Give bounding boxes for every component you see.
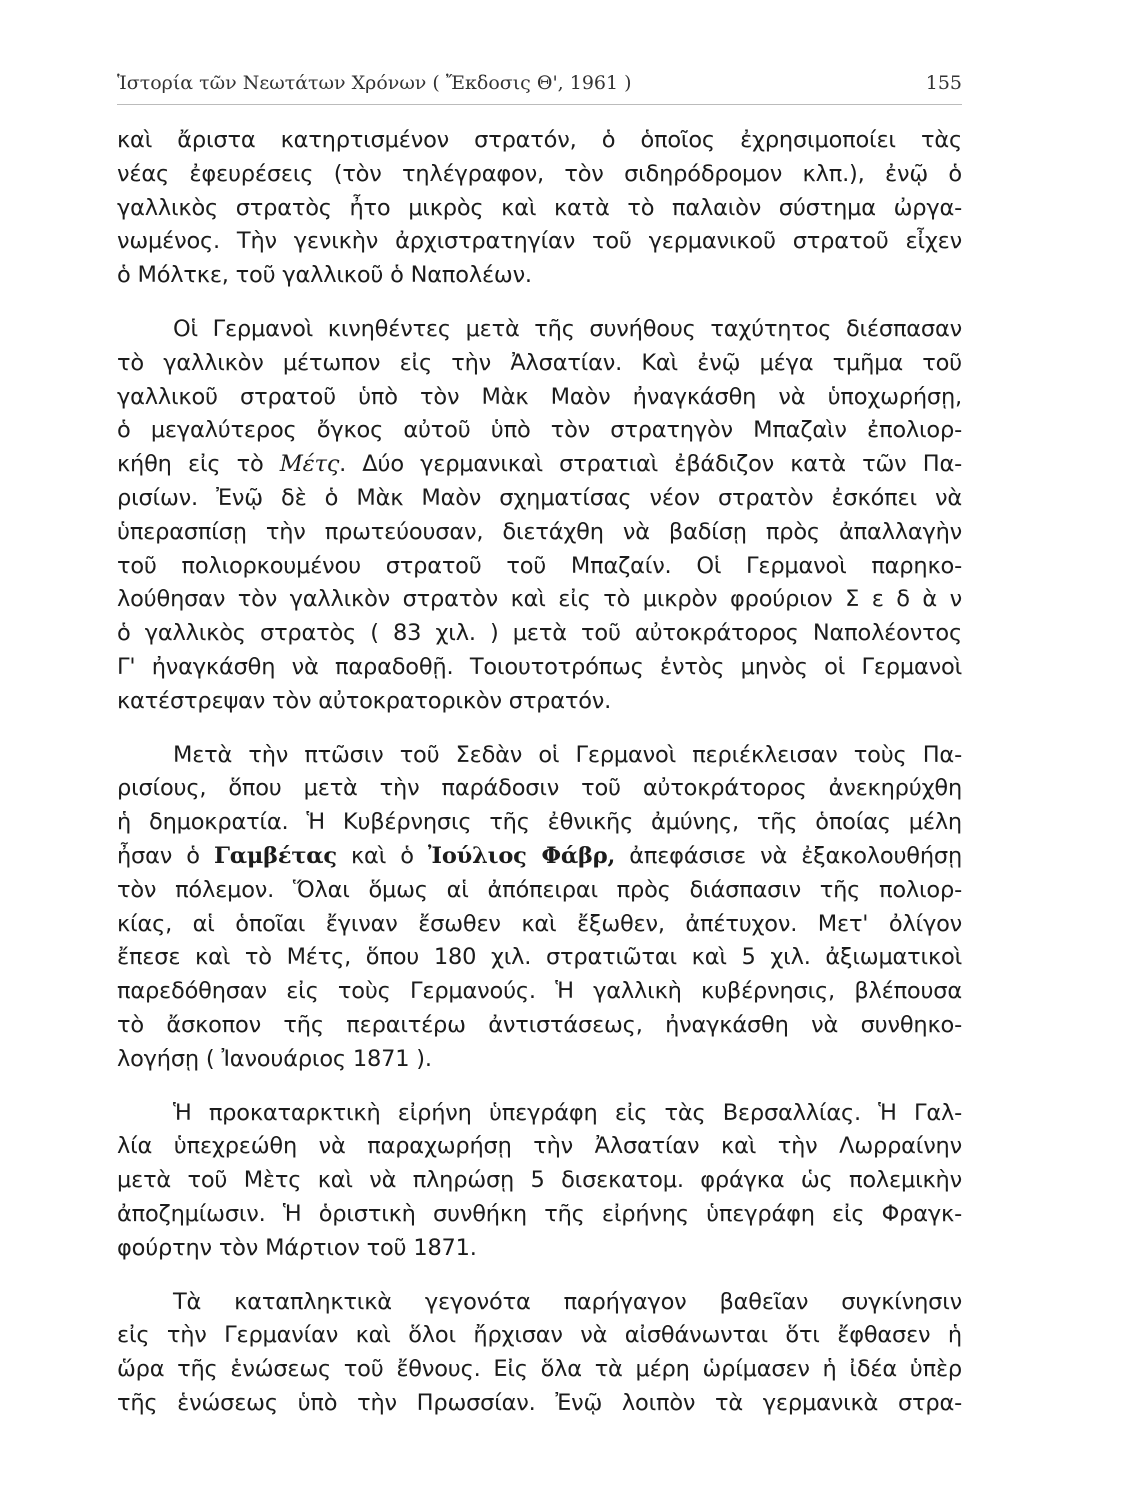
text-line: τὸν πόλεμον. Ὅλαι ὅμως αἱ ἀπόπειραι πρὸς διάσπασιν τῆς πολιορ-	[117, 876, 962, 903]
text-segment: κήθη εἰς τὸ	[117, 451, 280, 478]
text-line: λία ὑπεχρεώθη νὰ παραχωρήσῃ τὴν Ἀλσατίαν καὶ τὴν Λωρραίνην	[117, 1133, 962, 1160]
text-line: κατέστρεψαν τὸν αὐτοκρατορικὸν στρατόν.	[117, 687, 612, 714]
text-line: τὸ ἄσκοπον τῆς περαιτέρω ἀντιστάσεως, ἠναγκάσθη νὰ συνθηκο-	[117, 1011, 962, 1038]
text-segment: . Δύο γερμανικαὶ στρατιαὶ ἐβάδιζον κατὰ τῶν Πα-	[339, 451, 962, 478]
text-line: λογήσῃ ( Ἰανουάριος 1871 ).	[117, 1045, 432, 1072]
text-line: Οἱ Γερμανοὶ κινηθέντες μετὰ τῆς συνήθους ταχύτητος διέσπασαν	[173, 315, 962, 342]
text-line: γαλλικοῦ στρατοῦ ὑπὸ τὸν Μὰκ Μαὸν ἠναγκάσθη νὰ ὑποχωρήσῃ,	[117, 383, 962, 410]
text-line: ρισίων. Ἐνῷ δὲ ὁ Μὰκ Μαὸν σχηματίσας νέον στρατὸν ἐσκόπει νὰ	[117, 484, 962, 511]
paragraph	[117, 1286, 962, 1421]
paragraph	[117, 313, 962, 719]
text-line: Τὰ καταπληκτικὰ γεγονότα παρήγαγον βαθεῖαν συγκίνησιν	[173, 1288, 962, 1315]
text-line: καὶ ἄριστα κατηρτισμένον στρατόν, ὁ ὁποῖος ἐχρησιμοποίει τὰς	[117, 127, 962, 153]
text-line: Ἡ προκαταρκτικὴ εἰρήνη ὑπεγράφη εἰς τὰς Βερσαλλίας. Ἡ Γαλ-	[173, 1099, 962, 1126]
page-number: 155	[925, 72, 962, 94]
text-line: ὑπερασπίσῃ τὴν πρωτεύουσαν, διετάχθη νὰ βαδίσῃ πρὸς ἀπαλλαγὴν	[117, 518, 962, 545]
paragraph	[117, 124, 962, 293]
text-line: ρισίους, ὅπου μετὰ τὴν παράδοσιν τοῦ αὐτοκράτορος ἀνεκηρύχθη	[117, 775, 962, 802]
text-line: παρεδόθησαν εἰς τοὺς Γερμανούς. Ἡ γαλλικὴ κυβέρνησις, βλέπουσα	[117, 978, 962, 1005]
text-line: ὁ μεγαλύτερος ὄγκος αὐτοῦ ὑπὸ τὸν στρατηγὸν Μπαζαὶν ἐπολιορ-	[117, 417, 962, 444]
text-line: φούρτην τὸν Μάρτιον τοῦ 1871.	[117, 1234, 477, 1261]
text-segment: καὶ ὁ	[336, 842, 428, 869]
text-line: ὥρα τῆς ἑνώσεως τοῦ ἔθνους. Εἰς ὅλα τὰ μέρη ὡρίμασεν ἡ ἰδέα ὑπὲρ	[117, 1356, 962, 1383]
text-segment: ἦσαν ὁ	[117, 842, 214, 869]
header-rule	[117, 104, 962, 105]
text-line: νέας ἐφευρέσεις (τὸν τηλέγραφον, τὸν σιδηρόδρομον κλπ.), ἐνῷ ὁ	[117, 160, 962, 187]
paragraph	[117, 739, 962, 1077]
text-line: λούθησαν τὸν γαλλικὸν στρατὸν καὶ εἰς τὸ μικρὸν φρούριον Σ ε δ ὰ ν	[117, 586, 962, 613]
bold-name: Γαμβέτας	[213, 842, 337, 869]
page-body	[117, 124, 962, 1421]
text-line: ἀποζημίωσιν. Ἡ ὁριστικὴ συνθήκη τῆς εἰρήνης ὑπεγράφη εἰς Φραγκ-	[117, 1200, 962, 1227]
text-line: ὁ γαλλικὸς στρατὸς ( 83 χιλ. ) μετὰ τοῦ αὐτοκράτορος Ναπολέοντος	[117, 620, 962, 647]
text-line: ἡ δημοκρατία. Ἡ Κυβέρνησις τῆς ἐθνικῆς ἀμύνης, τῆς ὁποίας μέλη	[117, 809, 962, 836]
text-segment: ἀπεφάσισε νὰ ἐξακολουθήσῃ	[615, 842, 963, 869]
text-line: νωμένος. Τὴν γενικὴν ἀρχιστρατηγίαν τοῦ γερμανικοῦ στρατοῦ εἶχεν	[117, 228, 962, 255]
text-line	[117, 840, 962, 874]
text-line: ἔπεσε καὶ τὸ Μέτς, ὅπου 180 χιλ. στρατιῶται καὶ 5 χιλ. ἀξιωματικοὶ	[117, 944, 962, 971]
paragraph	[117, 1097, 962, 1266]
text-line: Μετὰ τὴν πτῶσιν τοῦ Σεδὰν οἱ Γερμανοὶ περιέκλεισαν τοὺς Πα-	[173, 741, 962, 768]
text-line: γαλλικὸς στρατὸς ἦτο μικρὸς καὶ κατὰ τὸ παλαιὸν σύστημα ὠργα-	[117, 194, 962, 221]
text-line: τῆς ἑνώσεως ὑπὸ τὴν Πρωσσίαν. Ἐνῷ λοιπὸν τὰ γερμανικὰ στρα-	[117, 1389, 962, 1416]
text-line: ὁ Μόλτκε, τοῦ γαλλικοῦ ὁ Ναπολέων.	[117, 262, 532, 289]
running-header	[117, 72, 962, 94]
text-line: μετὰ τοῦ Μὲτς καὶ νὰ πληρώσῃ 5 δισεκατομ. φράγκα ὡς πολεμικὴν	[117, 1167, 962, 1194]
italic-term: Μέτς	[279, 451, 340, 478]
text-line: εἰς τὴν Γερμανίαν καὶ ὅλοι ἤρχισαν νὰ αἰσθάνωνται ὅτι ἔφθασεν ἡ	[117, 1322, 962, 1349]
bold-name: Ἰούλιος Φάβρ,	[427, 842, 616, 869]
text-line: κίας, αἱ ὁποῖαι ἔγιναν ἔσωθεν καὶ ἔξωθεν, ἀπέτυχον. Μετ' ὀλίγον	[117, 910, 962, 937]
text-line: τοῦ πολιορκουμένου στρατοῦ τοῦ Μπαζαίν. Οἱ Γερμανοὶ παρηκο-	[117, 552, 962, 579]
text-line: Γ' ἠναγκάσθη νὰ παραδοθῇ. Τοιουτοτρόπως ἐντὸς μηνὸς οἱ Γερμανοὶ	[117, 653, 962, 680]
text-line: τὸ γαλλικὸν μέτωπον εἰς τὴν Ἀλσατίαν. Καὶ ἐνῷ μέγα τμῆμα τοῦ	[117, 349, 962, 376]
text-line	[117, 448, 962, 482]
book-title: Ἱστορία τῶν Νεωτάτων Χρόνων ( Ἔκδοσις Θ', 1961 )	[117, 72, 632, 94]
